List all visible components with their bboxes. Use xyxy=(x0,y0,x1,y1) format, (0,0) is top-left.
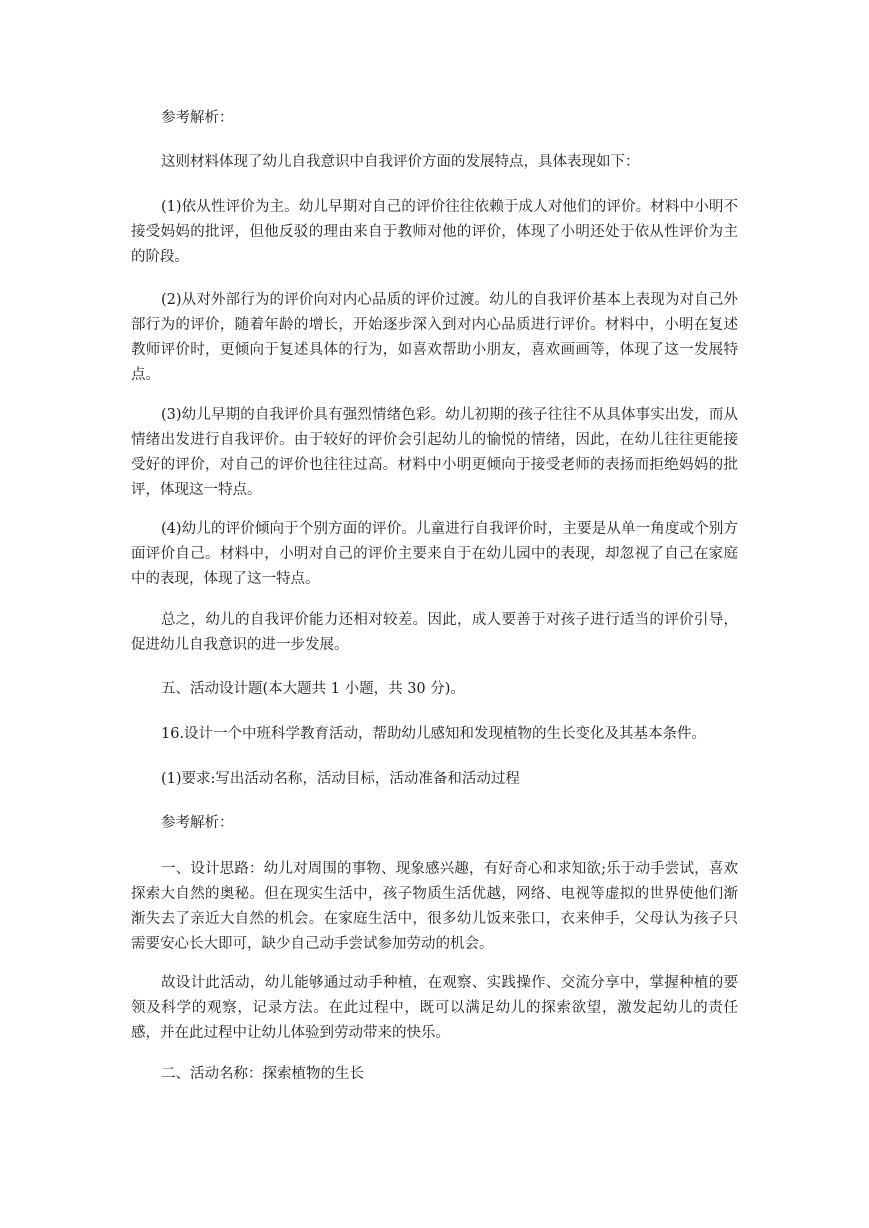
activity-name-heading: 二、活动名称：探索植物的生长 xyxy=(161,1066,364,1082)
point-2-paragraph: (2)从对外部行为的评价向对内心品质的评价过渡。幼儿的自我评价基本上表现为对自己外部行为的评价，随着年龄的增长，开始逐步深入到对内心品质进行评价。材料中，小明在复述教师评价时，更倾向于复述具体的行为，如喜欢帮助小朋友，喜欢画画等，体现了这一发展特点。 xyxy=(131,292,738,383)
intro-paragraph: 这则材料体现了幼儿自我意识中自我评价方面的发展特点，具体表现如下： xyxy=(161,154,640,170)
section-five-heading: 五、活动设计题(本大题共 1 小题，共 30 分)。 xyxy=(161,681,465,697)
question-requirement: (1)要求:写出活动名称，活动目标，活动准备和活动过程 xyxy=(161,771,520,787)
summary-paragraph: 总之，幼儿的自我评价能力还相对较差。因此，成人要善于对孩子进行适当的评价引导，促进幼儿自我意识的进一步发展。 xyxy=(131,612,738,653)
question-16: 16.设计一个中班科学教育活动，帮助幼儿感知和发现植物的生长变化及其基本条件。 xyxy=(161,726,707,742)
point-3-paragraph: (3)幼儿早期的自我评价具有强烈情绪色彩。幼儿初期的孩子往往不从具体事实出发，而从情绪出发进行自我评价。由于较好的评价会引起幼儿的愉悦的情绪，因此，在幼儿往往更能接受好的评价，对自己的评价也往往过高。材料中小明更倾向于接受老师的表扬而拒绝妈妈的批评，体现这一特点。 xyxy=(131,407,738,498)
answer-heading: 参考解析： xyxy=(161,110,234,126)
point-1-paragraph: (1)依从性评价为主。幼儿早期对自己的评价往往依赖于成人对他们的评价。材料中小明不接受妈妈的批评，但他反驳的理由来自于教师对他的评价，体现了小明还处于依从性评价为主的阶段。 xyxy=(131,199,738,265)
design-purpose-paragraph: 故设计此活动，幼儿能够通过动手种植，在观察、实践操作、交流分享中，掌握种植的要领及科学的观察，记录方法。在此过程中，既可以满足幼儿的探索欲望，激发起幼儿的责任感，并在此过程中让幼儿体验到劳动带来的快乐。 xyxy=(131,975,738,1041)
design-rationale-paragraph: 一、设计思路：幼儿对周围的事物、现象感兴趣，有好奇心和求知欲;乐于动手尝试，喜欢探索大自然的奥秘。但在现实生活中，孩子物质生活优越，网络、电视等虚拟的世界使他们渐渐失去了亲近大自然的机会。在家庭生活中，很多幼儿饭来张口，衣来伸手，父母认为孩子只需要安心长大即可，缺少自己动手尝试参加劳动的机会。 xyxy=(131,861,738,952)
point-4-paragraph: (4)幼儿的评价倾向于个别方面的评价。儿童进行自我评价时，主要是从单一角度或个别方面评价自己。材料中，小明对自己的评价主要来自于在幼儿园中的表现，却忽视了自己在家庭中的表现，体现了这一特点。 xyxy=(131,521,738,587)
answer-heading-2: 参考解析： xyxy=(161,815,234,831)
